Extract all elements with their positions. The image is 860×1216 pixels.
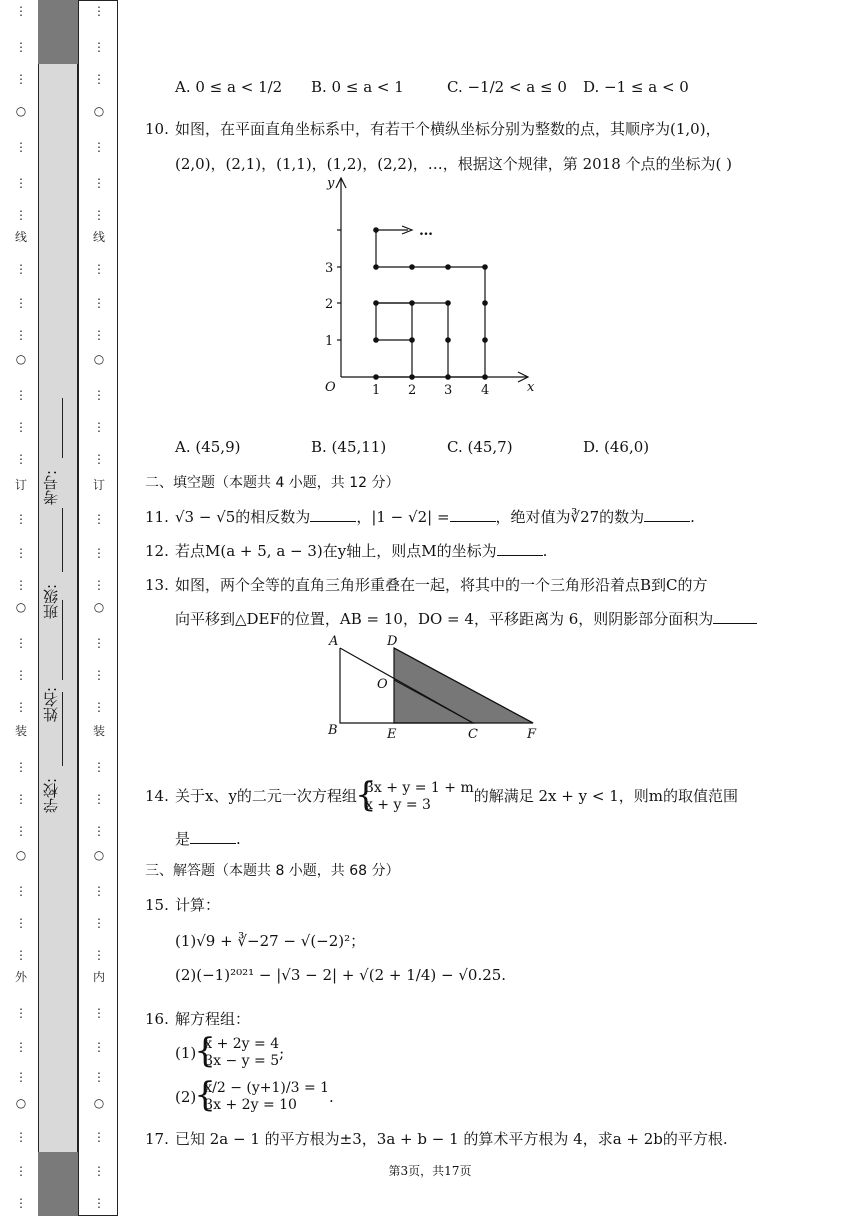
x-tick-1: 1 xyxy=(372,383,381,398)
inner-mark-3: ○ xyxy=(93,352,105,366)
inner-dotted-cutline: ⋮ ⋮ ⋮ ○ ⋮ ⋮ ⋮ 线 ⋮ ⋮ ⋮ ○ ⋮ ⋮ ⋮ 订 ⋮ ⋮ ⋮ ○ ⋮ ⋮ ⋮ 装 ⋮ ⋮ ⋮ ○ ⋮ ⋮ ⋮ 内 ⋮ ⋮ ⋮ ○ ⋮ ⋮ ⋮ xyxy=(92,4,105,1210)
q14-text2: 的解满足 2x + y < 1，则m的取值范围 xyxy=(473,787,738,805)
y-axis-label: y xyxy=(327,176,335,191)
q13-number: 13. xyxy=(145,576,169,594)
q16-system-1 xyxy=(196,1036,279,1070)
outer-mark-3: ○ xyxy=(15,352,27,366)
name-label: 姓名: xyxy=(42,686,60,722)
q17-text: 已知 2a − 1 的平方根为±3，3a + b − 1 的算术平方根为 4，求a + 2b的平方根. xyxy=(175,1130,728,1148)
q10-line2: (2,0)，(2,1)，(1,1)，(1,2)，(2,2)，…，根据这个规律，第 2018 个点的坐标为( ) xyxy=(175,155,732,173)
q10-number: 10. xyxy=(145,120,169,138)
x-tick-4: 4 xyxy=(481,383,490,398)
y-tick-3: 3 xyxy=(325,261,334,276)
q16-part1-label: (1) xyxy=(175,1044,197,1062)
q9-option-d: D. −1 ≤ a < 0 xyxy=(583,78,689,96)
q15-number: 15. xyxy=(145,896,169,914)
page-footer: 第3页，共17页 xyxy=(388,1164,472,1178)
inner-mark-4: 订 xyxy=(92,478,105,492)
q14-eq2: x + y = 3 xyxy=(364,797,431,813)
q16-part1: (1) { x + 2y = 4 3x − y = 5 ; xyxy=(175,1036,284,1070)
q16-part2-label: (2) xyxy=(175,1088,197,1106)
label-d: D xyxy=(387,634,398,649)
q13-text2: 向平移到△DEF的位置，AB = 10，DO = 4，平移距离为 6，则阴影部分面积为 xyxy=(175,610,714,628)
label-f: F xyxy=(527,727,537,742)
q15-title: 计算： xyxy=(175,896,221,914)
q15-line xyxy=(145,894,220,915)
binding-margin xyxy=(0,0,117,1216)
outer-mark-4: 订 xyxy=(14,478,27,492)
q11-text2: ，|1 − √2| = xyxy=(356,508,450,526)
q11-text4: . xyxy=(690,508,695,526)
label-o: O xyxy=(377,677,388,692)
q14-text1: 关于x、y的二元一次方程组 xyxy=(175,787,357,805)
outer-dotted-cutline: ⋮ ⋮ ⋮ ○ ⋮ ⋮ ⋮ 线 ⋮ ⋮ ⋮ ○ ⋮ ⋮ ⋮ 订 ⋮ ⋮ ⋮ ○ ⋮ ⋮ ⋮ 装 ⋮ ⋮ ⋮ ○ ⋮ ⋮ ⋮ 外 ⋮ ⋮ ⋮ ○ ⋮ ⋮ ⋮ xyxy=(14,4,27,1210)
x-tick-3: 3 xyxy=(444,383,453,398)
q12-blank[interactable] xyxy=(497,543,543,556)
q10-option-d: D. (46,0) xyxy=(583,438,650,456)
q13-line1 xyxy=(145,574,708,595)
class-blank[interactable] xyxy=(62,508,63,572)
q10-option-c: C. (45,7) xyxy=(447,438,513,456)
inner-mark-1: ○ xyxy=(93,104,105,118)
q14-text4: . xyxy=(236,830,241,848)
continuation-dots: … xyxy=(419,223,433,239)
inner-mark-5: ○ xyxy=(93,600,105,614)
outer-mark-2: 线 xyxy=(14,230,27,244)
inner-mark-9: ○ xyxy=(93,1096,105,1110)
q12-line xyxy=(145,540,547,561)
outer-mark-6: 装 xyxy=(14,724,27,738)
inner-mark-2: 线 xyxy=(92,230,105,244)
origin-label: O xyxy=(325,380,336,395)
q10-option-b: B. (45,11) xyxy=(311,438,387,456)
outer-mark-1: ○ xyxy=(15,104,27,118)
section-2-heading: 二、填空题（本题共 4 小题，共 12 分） xyxy=(145,475,400,491)
q9-option-a: A. 0 ≤ a < 1/2 xyxy=(175,78,283,96)
school-label: 学校: xyxy=(42,777,60,813)
inner-mark-6: 装 xyxy=(92,724,105,738)
q11-number: 11. xyxy=(145,508,169,526)
q11-line xyxy=(145,506,695,527)
q16-p1-eq2: 3x − y = 5 xyxy=(204,1053,280,1069)
label-c: C xyxy=(468,727,478,742)
q16-part2: (2) { x/2 − (y+1)/3 = 1 3x + 2y = 10 . xyxy=(175,1080,334,1114)
q15-part1: (1)√9 + ∛−27 − √(−2)²； xyxy=(175,932,366,950)
q11-blank-2[interactable] xyxy=(450,509,496,522)
q12-text1: 若点M(a + 5, a − 3)在y轴上，则点M的坐标为 xyxy=(175,542,497,560)
class-label: 班级: xyxy=(42,583,60,619)
q14-system xyxy=(357,780,474,814)
exam-number-label: 考号: xyxy=(42,469,60,505)
q16-number: 16. xyxy=(145,1010,169,1028)
label-e: E xyxy=(387,727,397,742)
q11-blank-3[interactable] xyxy=(644,509,690,522)
q12-number: 12. xyxy=(145,542,169,560)
q14-line1 xyxy=(145,780,738,814)
exam-number-blank[interactable] xyxy=(62,398,63,458)
q13-text1: 如图，两个全等的直角三角形重叠在一起，将其中的一个三角形沿着点B到C的方 xyxy=(175,576,708,594)
outer-mark-5: ○ xyxy=(15,600,27,614)
q14-line2 xyxy=(175,828,241,849)
outer-mark-9: ○ xyxy=(15,1096,27,1110)
outer-mark-8: 外 xyxy=(14,970,27,984)
q13-blank[interactable] xyxy=(713,611,757,624)
outer-mark-7: ○ xyxy=(15,848,27,862)
q11-text1: √3 − √5的相反数为 xyxy=(175,508,311,526)
q16-title: 解方程组： xyxy=(175,1010,251,1028)
q10-option-a: A. (45,9) xyxy=(175,438,241,456)
q10-text1: 如图，在平面直角坐标系中，有若干个横纵坐标分别为整数的点，其顺序为(1,0)， xyxy=(175,120,721,138)
x-tick-2: 2 xyxy=(408,383,417,398)
y-tick-1: 1 xyxy=(325,334,334,349)
y-tick-2: 2 xyxy=(325,297,334,312)
q14-text3: 是 xyxy=(175,830,191,848)
q13-line2 xyxy=(175,608,757,629)
q16-system-2 xyxy=(196,1080,329,1114)
section-3-heading: 三、解答题（本题共 8 小题，共 68 分） xyxy=(145,863,400,879)
q14-blank[interactable] xyxy=(190,831,236,844)
label-b: B xyxy=(328,723,338,738)
student-info xyxy=(40,0,76,1216)
q10-line1 xyxy=(145,118,721,139)
q14-number: 14. xyxy=(145,787,169,805)
q11-text3: ，绝对值为∛27的数为 xyxy=(495,508,645,526)
inner-mark-8: 内 xyxy=(92,970,105,984)
q16-p2-eq2: 3x + 2y = 10 xyxy=(204,1097,297,1113)
q16-p1-eq1: { x + 2y = 4 xyxy=(204,1036,280,1052)
q10-figure xyxy=(313,170,543,400)
q12-text2: . xyxy=(542,542,548,560)
q9-option-c: C. −1/2 < a ≤ 0 xyxy=(447,78,567,96)
q15-part2: (2)(−1)²⁰²¹ − |√3 − 2| + √(2 + 1/4) − √0.25. xyxy=(175,966,507,984)
q16-line xyxy=(145,1008,250,1029)
x-axis-label: x xyxy=(527,380,535,395)
label-a: A xyxy=(329,634,339,649)
q11-blank-1[interactable] xyxy=(310,509,356,522)
q17-number: 17. xyxy=(145,1130,169,1148)
q14-eq1: { 3x + y = 1 + m xyxy=(364,780,474,796)
q13-figure xyxy=(323,630,553,742)
q17-line xyxy=(145,1128,728,1149)
q16-p2-eq1: { x/2 − (y+1)/3 = 1 xyxy=(204,1080,330,1096)
inner-mark-7: ○ xyxy=(93,848,105,862)
q9-option-b: B. 0 ≤ a < 1 xyxy=(311,78,404,96)
